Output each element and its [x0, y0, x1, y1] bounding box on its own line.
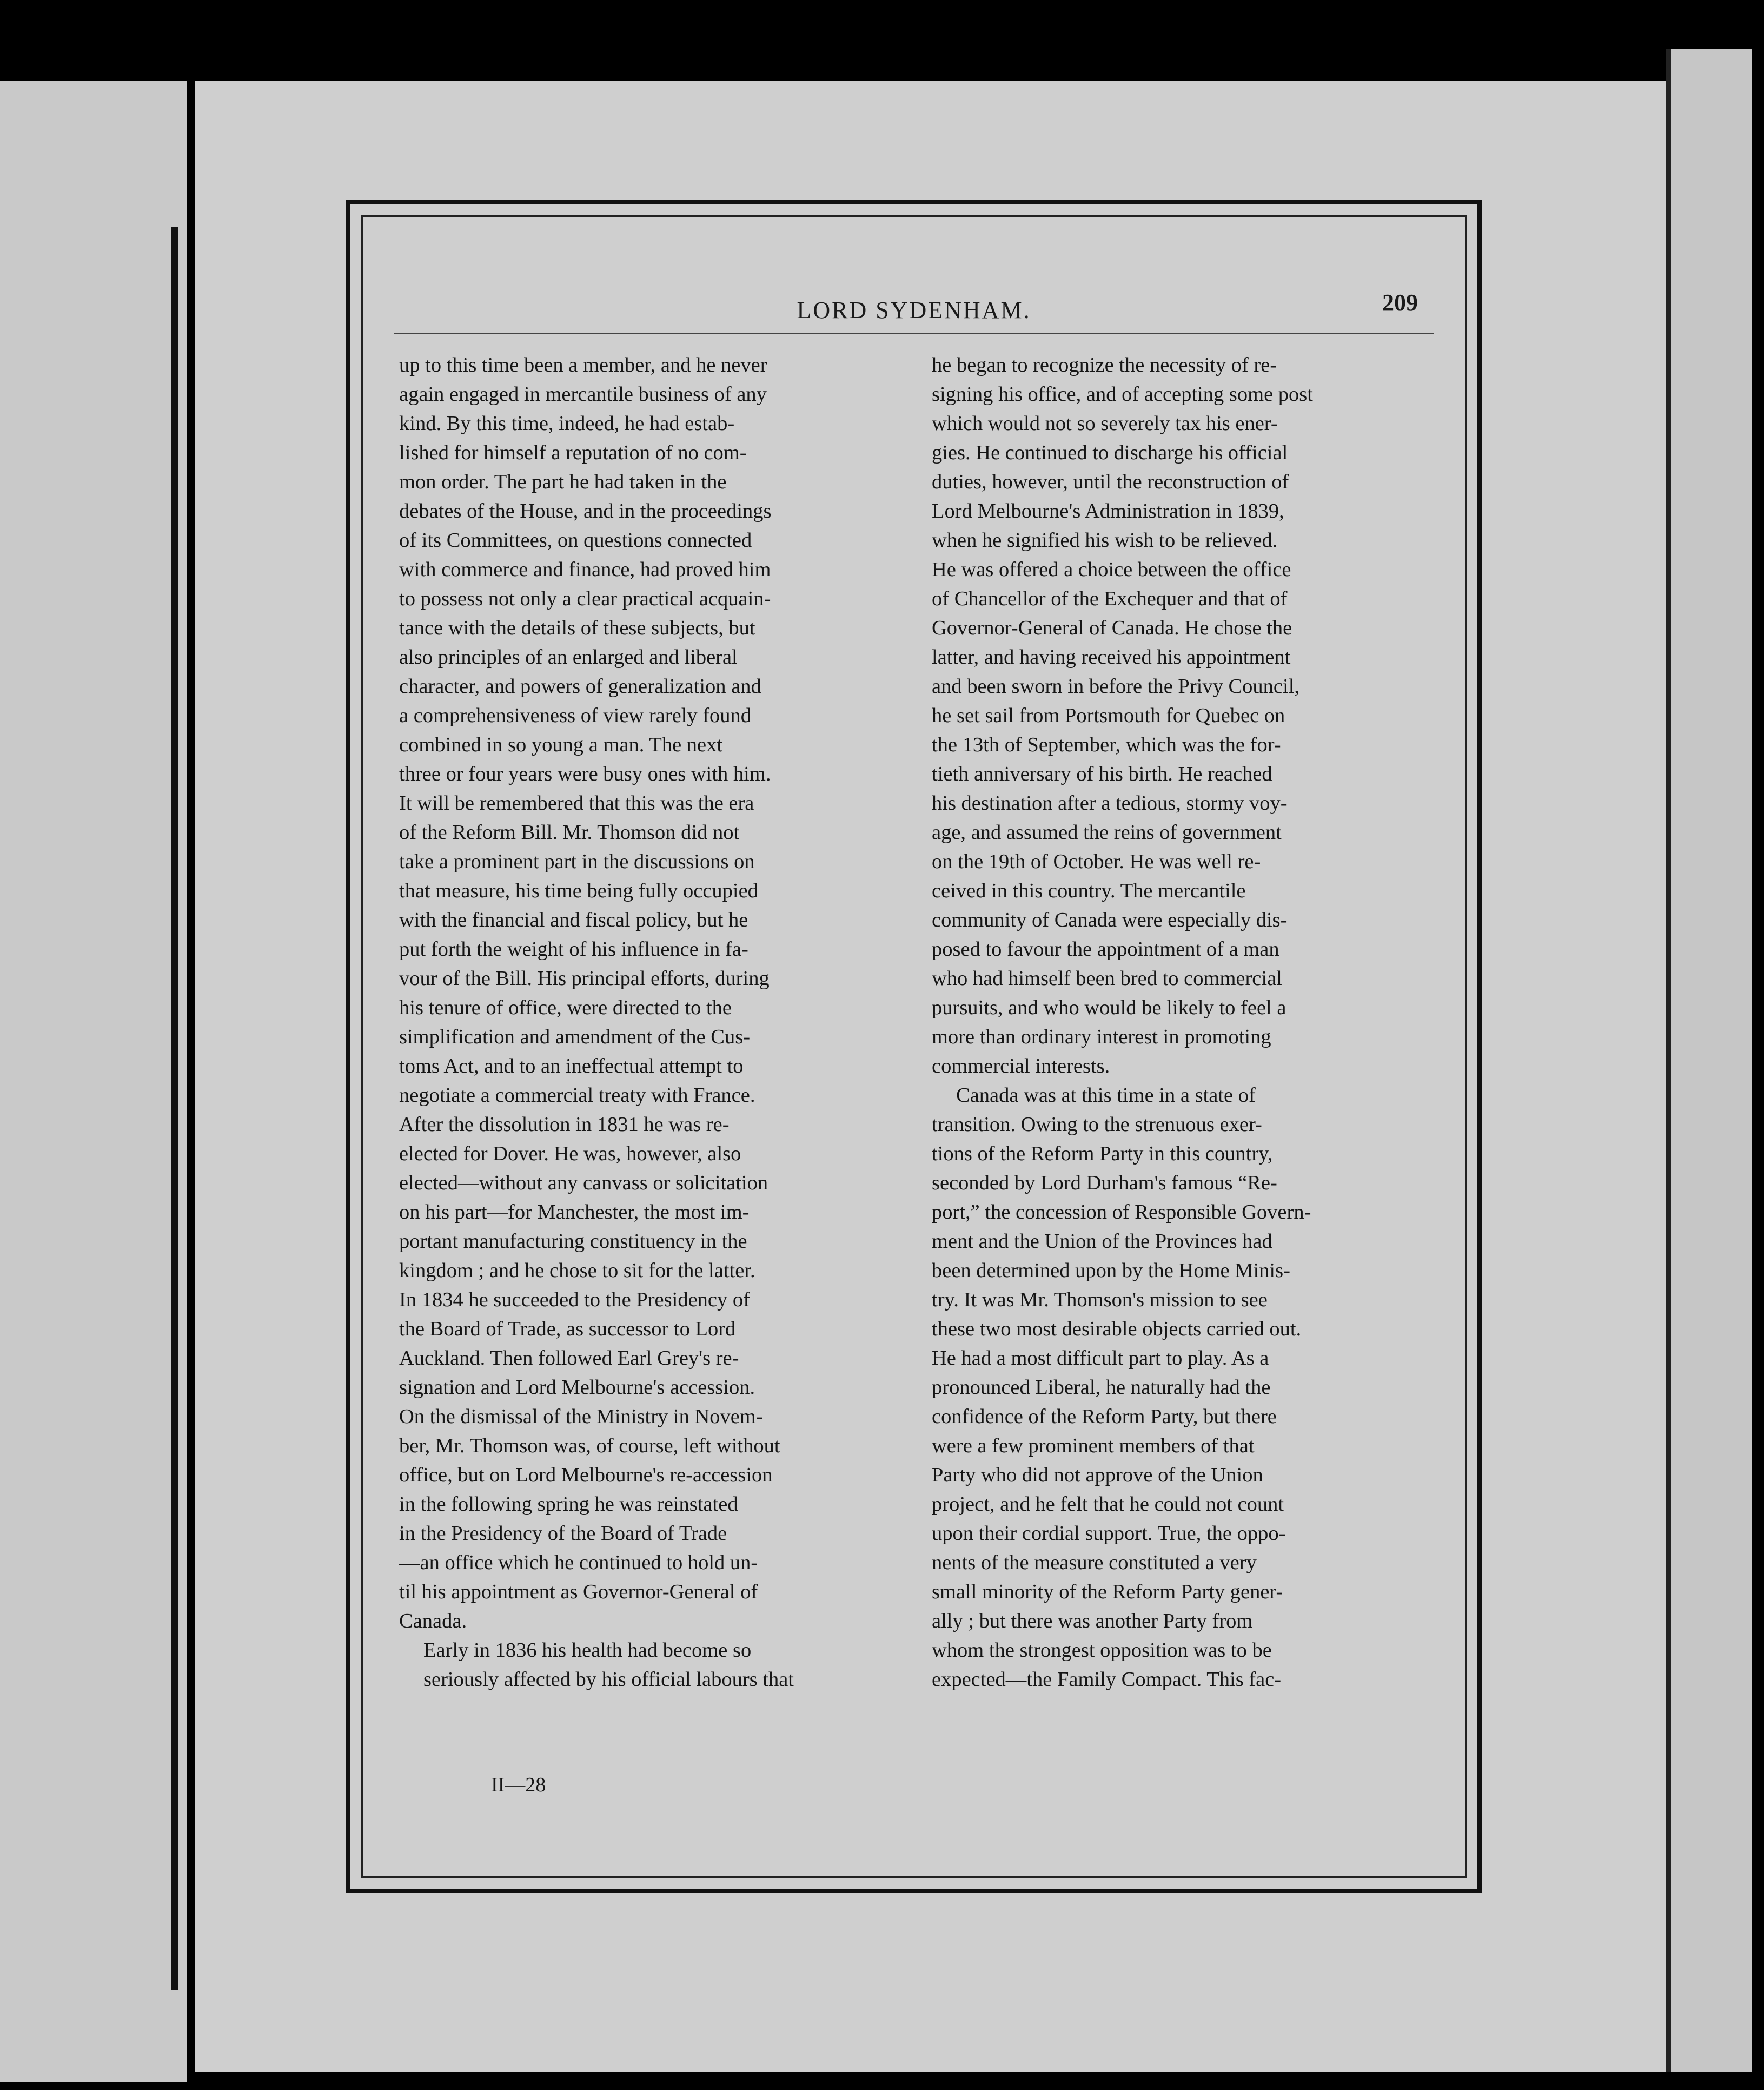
text-line: In 1834 he succeeded to the Presidency of	[399, 1288, 750, 1311]
text-line: community of Canada were especially dis-	[932, 909, 1288, 931]
page-right-edge	[1666, 49, 1752, 2072]
text-line: latter, and having received his appointment	[932, 646, 1291, 669]
text-line: with commerce and finance, had proved him	[399, 558, 771, 581]
text-line: Auckland. Then followed Earl Grey's re-	[399, 1347, 739, 1370]
text-line: ment and the Union of the Provinces had	[932, 1230, 1272, 1253]
text-line: of the Reform Bill. Mr. Thomson did not	[399, 821, 740, 844]
text-line: kingdom ; and he chose to sit for the latter.	[399, 1259, 755, 1282]
text-line: which would not so severely tax his ener-	[932, 412, 1278, 435]
text-line: He had a most difficult part to play. As a	[932, 1347, 1269, 1370]
text-line: Governor-General of Canada. He chose the	[932, 617, 1292, 639]
text-line: kind. By this time, indeed, he had estab-	[399, 412, 735, 435]
text-line: more than ordinary interest in promoting	[932, 1026, 1271, 1048]
text-line: posed to favour the appointment of a man	[932, 938, 1279, 961]
text-line: expected—the Family Compact. This fac-	[932, 1668, 1282, 1691]
text-line: in the Presidency of the Board of Trade	[399, 1522, 727, 1545]
text-line: pronounced Liberal, he naturally had the	[932, 1376, 1271, 1399]
text-line: gies. He continued to discharge his official	[932, 441, 1288, 464]
header-rule	[394, 333, 1434, 334]
left-page-border	[0, 227, 178, 1990]
text-line: Canada was at this time in a state of	[956, 1084, 1256, 1107]
text-line: elected for Dover. He was, however, also	[399, 1142, 741, 1165]
text-line: of its Committees, on questions connected	[399, 529, 752, 552]
text-line: take a prominent part in the discussions on	[399, 850, 755, 873]
page-number: 209	[1382, 289, 1418, 316]
text-line: of Chancellor of the Exchequer and that of	[932, 587, 1288, 610]
text-line: whom the strongest opposition was to be	[932, 1639, 1272, 1662]
text-line: Early in 1836 his health had become so	[423, 1639, 752, 1662]
text-line: After the dissolution in 1831 he was re-	[399, 1113, 730, 1136]
text-line: —an office which he continued to hold un-	[399, 1551, 758, 1574]
text-line: seconded by Lord Durham's famous “Re-	[932, 1172, 1277, 1194]
text-line: negotiate a commercial treaty with France.	[399, 1084, 755, 1107]
text-line: combined in so young a man. The next	[399, 733, 723, 756]
text-line: simplification and amendment of the Cus-	[399, 1026, 751, 1048]
text-line: character, and powers of generalization and	[399, 675, 761, 698]
text-line: signation and Lord Melbourne's accession.	[399, 1376, 755, 1399]
text-line: again engaged in mercantile business of any	[399, 383, 767, 406]
text-line: on the 19th of October. He was well re-	[932, 850, 1261, 873]
text-line: the Board of Trade, as successor to Lord	[399, 1318, 736, 1340]
text-line: these two most desirable objects carried out.	[932, 1318, 1302, 1340]
text-line: ber, Mr. Thomson was, of course, left without	[399, 1434, 780, 1457]
text-line: were a few prominent members of that	[932, 1434, 1255, 1457]
text-line: his destination after a tedious, stormy voy-	[932, 792, 1288, 815]
text-line: port,” the concession of Responsible Govern-	[932, 1201, 1311, 1223]
text-line: confidence of the Reform Party, but there	[932, 1405, 1277, 1428]
text-line: try. It was Mr. Thomson's mission to see	[932, 1288, 1268, 1311]
text-line: put forth the weight of his influence in fa-	[399, 938, 748, 961]
text-line: when he signified his wish to be relieved.	[932, 529, 1278, 552]
text-line: office, but on Lord Melbourne's re-accession	[399, 1464, 773, 1486]
text-line: he began to recognize the necessity of re-	[932, 354, 1277, 376]
text-line: in the following spring he was reinstated	[399, 1493, 738, 1516]
text-line: debates of the House, and in the proceedings	[399, 500, 772, 522]
text-line: and been sworn in before the Privy Council,	[932, 675, 1300, 698]
text-line: tieth anniversary of his birth. He reached	[932, 763, 1272, 785]
text-line: toms Act, and to an ineffectual attempt to	[399, 1055, 744, 1077]
running-title: LORD SYDENHAM.	[797, 297, 1031, 323]
text-line: he set sail from Portsmouth for Quebec on	[932, 704, 1285, 727]
text-line: that measure, his time being fully occupied	[399, 879, 758, 902]
text-line: on his part—for Manchester, the most im-	[399, 1201, 750, 1223]
right-text-column	[932, 350, 1440, 1694]
text-line: tance with the details of these subjects, but	[399, 617, 755, 639]
text-line: been determined upon by the Home Minis-	[932, 1259, 1290, 1282]
text-line: a comprehensiveness of view rarely found	[399, 704, 752, 727]
text-line: ally ; but there was another Party from	[932, 1610, 1253, 1632]
text-line: to possess not only a clear practical acquain-	[399, 587, 771, 610]
text-line: vour of the Bill. His principal efforts, during	[399, 967, 770, 990]
text-line: signing his office, and of accepting some post	[932, 383, 1313, 406]
text-line: small minority of the Reform Party gener-	[932, 1580, 1283, 1603]
text-line: He was offered a choice between the office	[932, 558, 1291, 581]
text-line: his tenure of office, were directed to the	[399, 996, 732, 1019]
signature-mark: II—28	[491, 1774, 546, 1796]
text-line: Canada.	[399, 1610, 467, 1632]
text-line: seriously affected by his official labours that	[423, 1668, 794, 1691]
page-text-frame	[346, 200, 1482, 1893]
text-line: up to this time been a member, and he never	[399, 354, 767, 376]
text-line: nents of the measure constituted a very	[932, 1551, 1257, 1574]
text-line: commercial interests.	[932, 1055, 1110, 1077]
text-line: mon order. The part he had taken in the	[399, 471, 727, 493]
page-header	[350, 289, 1477, 334]
text-line: lished for himself a reputation of no com-	[399, 441, 747, 464]
text-line: transition. Owing to the strenuous exer-	[932, 1113, 1262, 1136]
text-line: til his appointment as Governor-General of	[399, 1580, 758, 1603]
text-line: who had himself been bred to commercial	[932, 967, 1282, 990]
text-line: pursuits, and who would be likely to feel a	[932, 996, 1286, 1019]
text-line: project, and he felt that he could not count	[932, 1493, 1284, 1516]
text-line: tions of the Reform Party in this country,	[932, 1142, 1273, 1165]
text-line: Lord Melbourne's Administration in 1839,	[932, 500, 1284, 522]
left-page-edge	[0, 81, 187, 2082]
text-line: age, and assumed the reins of government	[932, 821, 1282, 844]
text-line: with the financial and fiscal policy, but he	[399, 909, 748, 931]
text-line: duties, however, until the reconstruction of	[932, 471, 1289, 493]
text-line: the 13th of September, which was the for-	[932, 733, 1281, 756]
text-line: It will be remembered that this was the era	[399, 792, 754, 815]
text-line: three or four years were busy ones with him.	[399, 763, 771, 785]
text-line: portant manufacturing constituency in the	[399, 1230, 747, 1253]
text-line: ceived in this country. The mercantile	[932, 879, 1246, 902]
text-line: elected—without any canvass or solicitation	[399, 1172, 768, 1194]
left-text-column	[399, 350, 907, 1694]
text-line: also principles of an enlarged and liberal	[399, 646, 738, 669]
text-line: On the dismissal of the Ministry in Novem-	[399, 1405, 763, 1428]
text-line: upon their cordial support. True, the oppo-	[932, 1522, 1286, 1545]
text-line: Party who did not approve of the Union	[932, 1464, 1263, 1486]
